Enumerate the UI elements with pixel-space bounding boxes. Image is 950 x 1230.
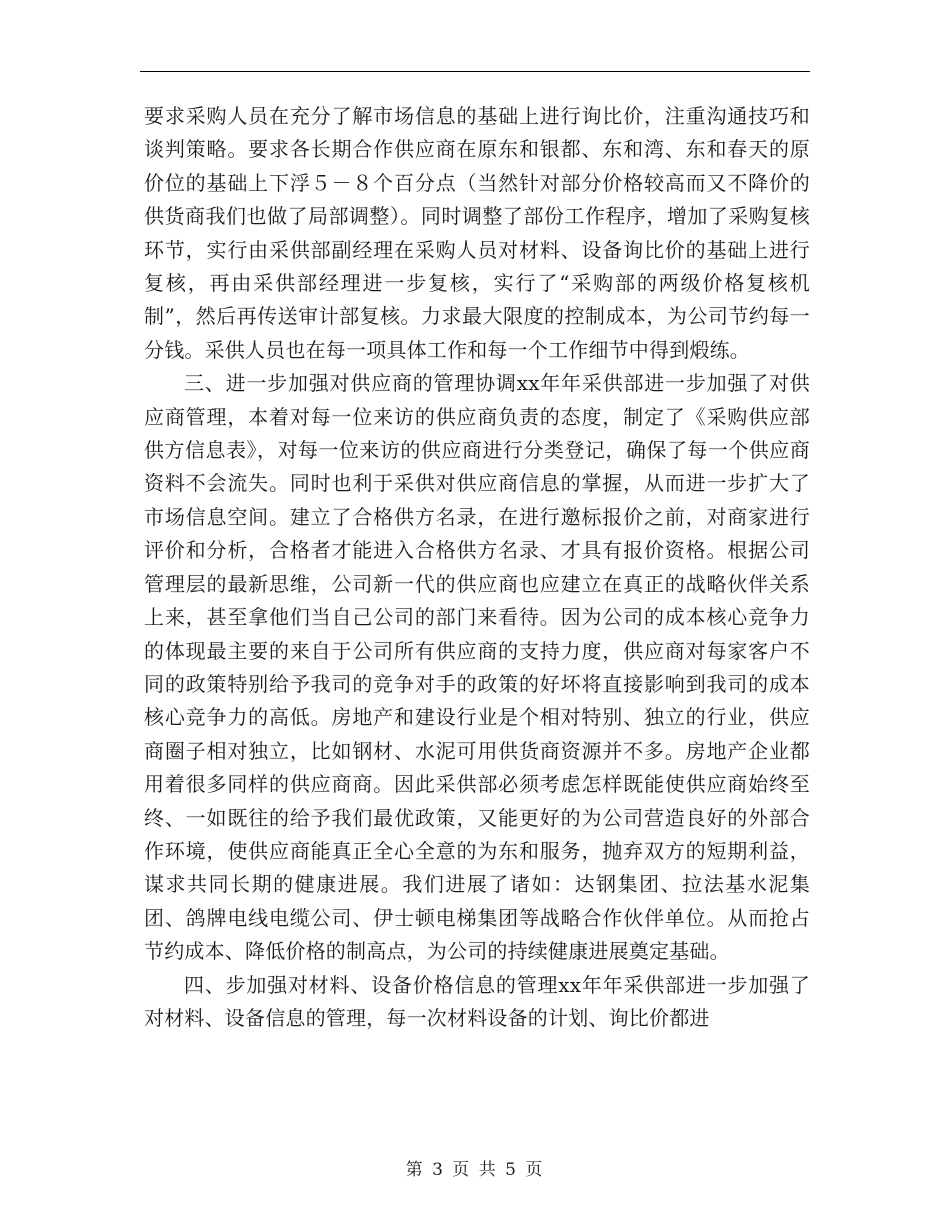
paragraph-3: 四、步加强对材料、设备价格信息的管理xx年年采供部进一步加强了对材料、设备信息的管理，每一次材料设备的计划、询比价都进 [144,972,810,1030]
document-body [144,100,810,1035]
paragraph-2: 三、进一步加强对供应商的管理协调xx年年采供部进一步加强了对供应商管理，本着对每一位来访的供应商负责的态度，制定了《采购供应部供方信息表》，对每一位来访的供应商进行分类登记，确保了每一个供应商资料不会流失。同时也利于采供对供应商信息的掌握，从而进一步扩大了市场信息空间。建立了合格供方名录，在进行邀标报价之前，对商家进行评价和分析，合格者才能进入合格供方名录、才具有报价资格。根据公司管理层的最新思维，公司新一代的供应商也应建立在真正的战略伙伴关系上来，甚至拿他们当自己公司的部门来看待。因为公司的成本核心竞争力的体现最主要的来自于公司所有供应商的支持力度，供应商对每家客户不同的政策特别给予我司的竞争对手的政策的好坏将直接影响到我司的成本核心竞争力的高低。房地产和建设行业是个相对特别、独立的行业，供应商圈子相对独立，比如钢材、水泥可用供货商资源并不多。房地产企业都用着很多同样的供应商商。因此采供部必须考虑怎样既能使供应商始终至终、一如既往的给予我们最优政策，又能更好的为公司营造良好的外部合作环境，使供应商能真正全心全意的为东和服务，抛弃双方的短期利益，谋求共同长期的健康进展。我们进展了诸如：达钢集团、拉法基水泥集团、鸽牌电线电缆公司、伊士顿电梯集团等战略合作伙伴单位。从而抢占节约成本、降低价格的制高点，为公司的持续健康进展奠定基础。 [144,371,810,964]
header-rule [140,71,810,72]
paragraph-1: 要求采购人员在充分了解市场信息的基础上进行询比价，注重沟通技巧和谈判策略。要求各长期合作供应商在原东和银都、东和湾、东和春天的原价位的基础上下浮５－８个百分点（当然针对部分价格较高而又不降价的供货商我们也做了局部调整）。同时调整了部份工作程序，增加了采购复核环节，实行由采供部副经理在采购人员对材料、设备询比价的基础上进行复核，再由采供部经理进一步复核，实行了“采购部的两级价格复核机制”，然后再传送审计部复核。力求最大限度的控制成本，为公司节约每一分钱。采供人员也在每一项具体工作和每一个工作细节中得到煅练。 [144,104,810,362]
page-number: 第 3 页 共 5 页 [405,1160,545,1180]
